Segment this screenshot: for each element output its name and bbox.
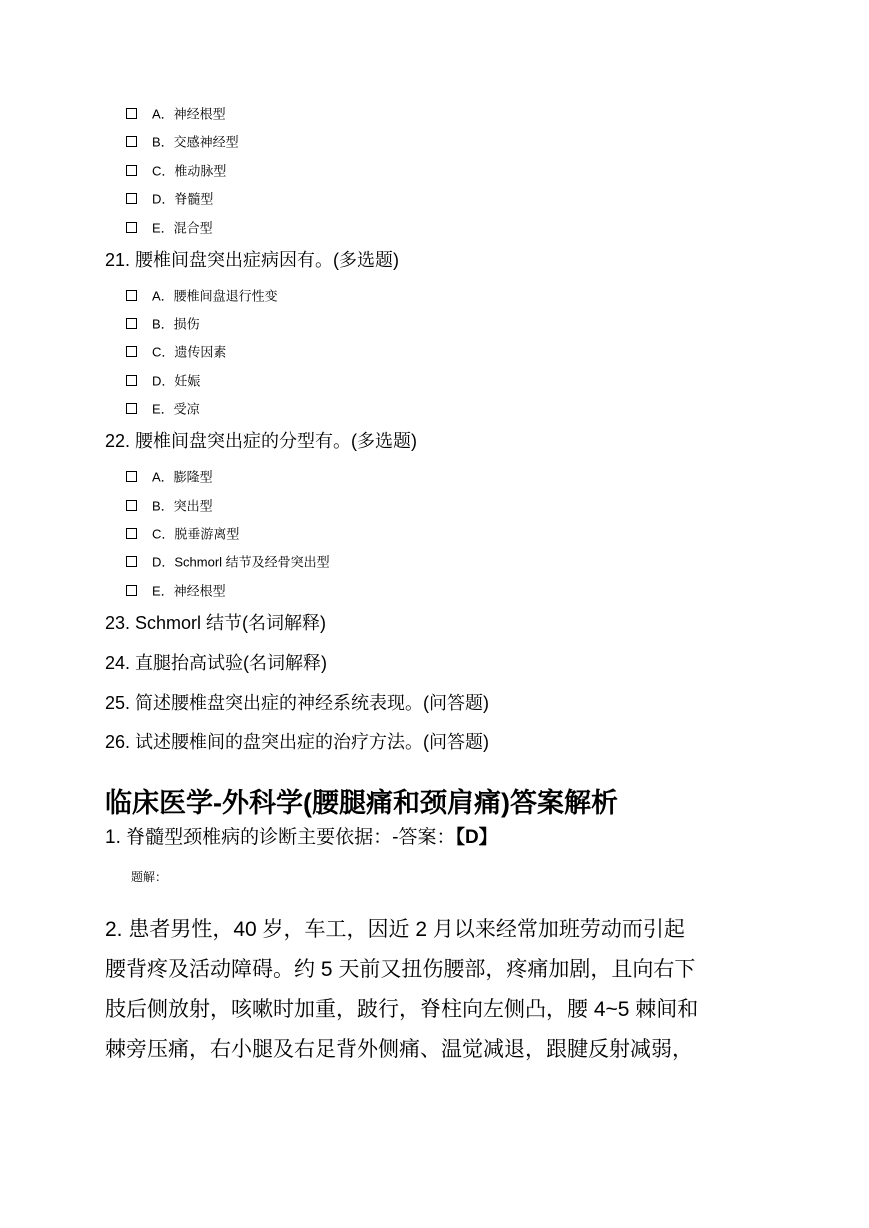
question-22: 22. 腰椎间盘突出症的分型有。(多选题) — [105, 431, 418, 451]
q22-option-a[interactable]: A．膨隆型 — [126, 469, 213, 486]
answers-title: 临床医学-外科学(腰腿痛和颈肩痛)答案解析 — [105, 788, 618, 818]
checkbox[interactable] — [126, 556, 137, 567]
answer-2-paragraph — [105, 910, 805, 1070]
checkbox[interactable] — [126, 346, 137, 357]
answer-1-choice: 【D】 — [455, 827, 498, 848]
question-26: 26. 试述腰椎间的盘突出症的治疗方法。(问答题) — [105, 732, 490, 752]
answer-2-line: 2. 患者男性，40 岁，车工，因近 2 月以来经常加班劳动而引起 — [105, 918, 685, 941]
q21-option-a[interactable]: A．腰椎间盘退行性变 — [126, 288, 278, 305]
answer-1 — [105, 826, 498, 850]
question-23: 23. Schmorl 结节(名词解释) — [105, 613, 327, 633]
checkbox[interactable] — [126, 290, 137, 301]
checkbox[interactable] — [126, 165, 137, 176]
checkbox[interactable] — [126, 403, 137, 414]
answer-1-explanation: 题解： — [131, 870, 168, 884]
checkbox[interactable] — [126, 528, 137, 539]
checkbox[interactable] — [126, 318, 137, 329]
checkbox[interactable] — [126, 375, 137, 386]
question-21: 21. 腰椎间盘突出症病因有。(多选题) — [105, 250, 400, 270]
checkbox[interactable] — [126, 193, 137, 204]
q20-option-c[interactable]: C．椎动脉型 — [126, 163, 226, 180]
q20-option-e[interactable]: E．混合型 — [126, 220, 213, 237]
q21-option-b[interactable]: B．损伤 — [126, 316, 200, 333]
checkbox[interactable] — [126, 471, 137, 482]
checkbox[interactable] — [126, 222, 137, 233]
q20-option-d[interactable]: D．脊髓型 — [126, 191, 213, 208]
q20-option-b[interactable]: B．交感神经型 — [126, 134, 239, 151]
answer-1-text: 1. 脊髓型颈椎病的诊断主要依据：-答案： — [105, 827, 456, 848]
q22-option-e[interactable]: E．神经根型 — [126, 583, 226, 600]
question-25: 25. 简述腰椎盘突出症的神经系统表现。(问答题) — [105, 693, 490, 713]
answer-2-line: 肢后侧放射，咳嗽时加重，跛行，脊柱向左侧凸，腰 4~5 棘间和 — [105, 998, 699, 1021]
q21-option-d[interactable]: D．妊娠 — [126, 373, 200, 390]
q20-option-a[interactable]: A．神经根型 — [126, 106, 226, 123]
checkbox[interactable] — [126, 136, 137, 147]
question-24: 24. 直腿抬高试验(名词解释) — [105, 653, 328, 673]
answer-2-line: 腰背疼及活动障碍。约 5 天前又扭伤腰部，疼痛加剧，且向右下 — [105, 958, 696, 981]
q21-option-e[interactable]: E．受凉 — [126, 401, 200, 418]
q22-option-c[interactable]: C．脱垂游离型 — [126, 526, 239, 543]
checkbox[interactable] — [126, 585, 137, 596]
checkbox[interactable] — [126, 500, 137, 511]
q22-option-d[interactable]: D．Schmorl 结节及经骨突出型 — [126, 554, 330, 571]
checkbox[interactable] — [126, 108, 137, 119]
q21-option-c[interactable]: C．遗传因素 — [126, 344, 226, 361]
q22-option-b[interactable]: B．突出型 — [126, 498, 213, 515]
answer-2-line: 棘旁压痛，右小腿及右足背外侧痛、温觉减退，跟腱反射减弱， — [105, 1038, 693, 1061]
